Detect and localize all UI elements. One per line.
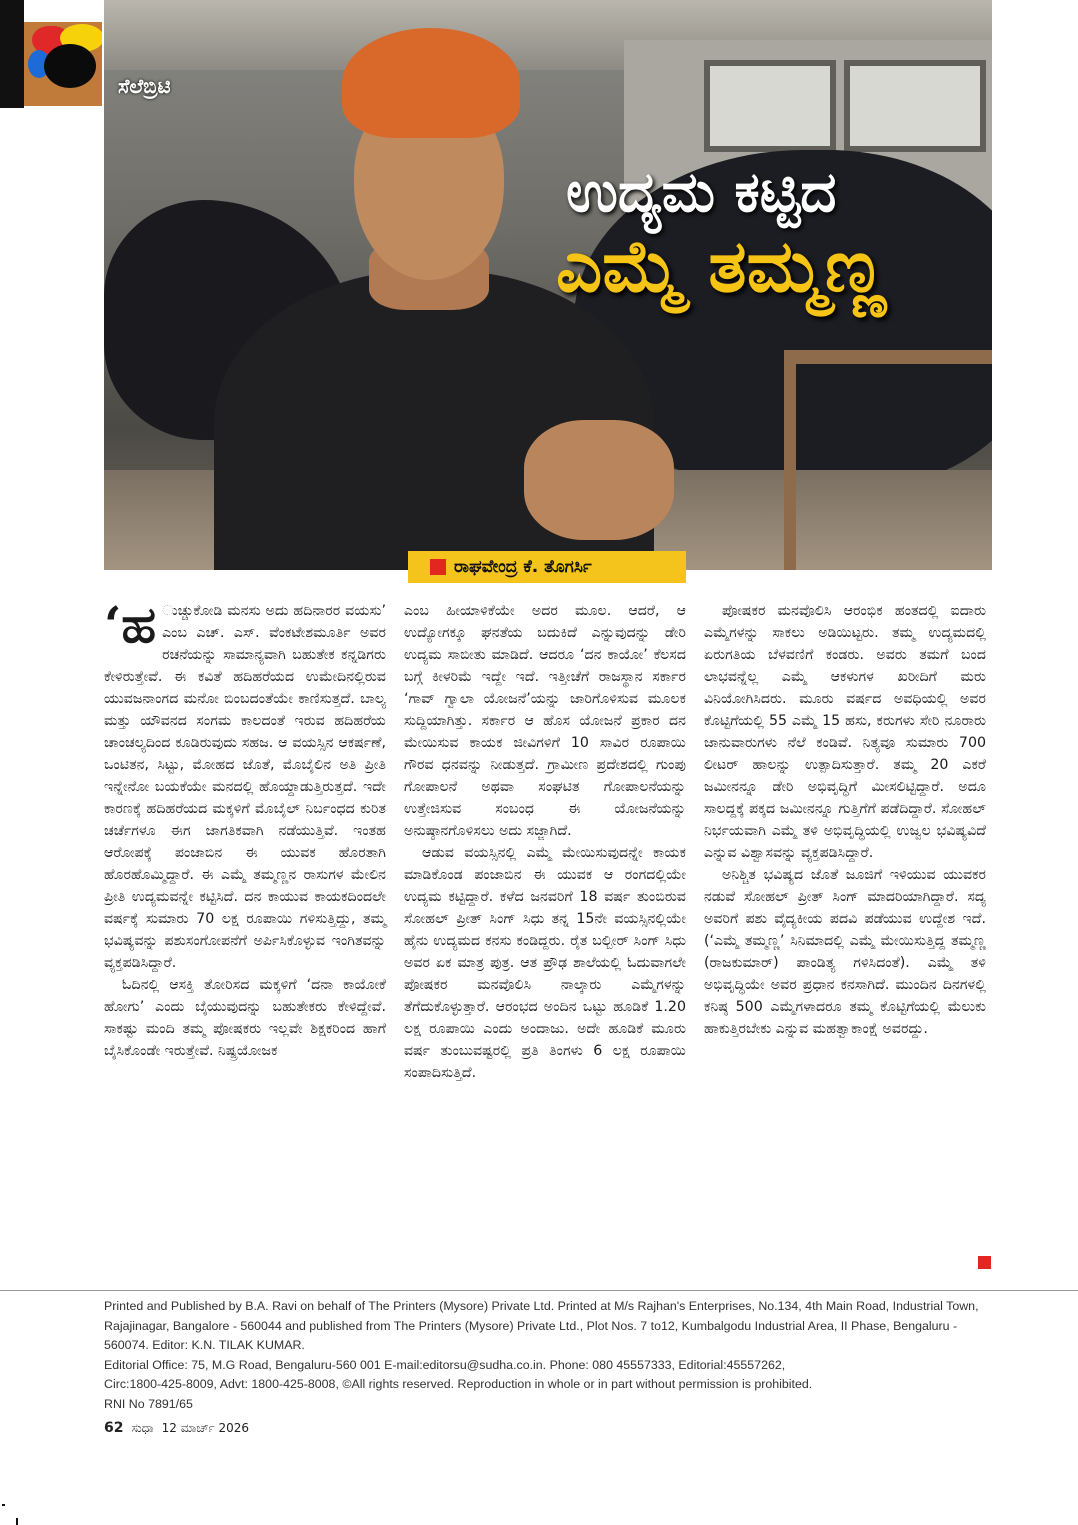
- article-paragraph: ‘ಹ ುಚ್ಚುಕೋಡಿ ಮನಸು ಅದು ಹದಿನಾರರ ವಯಸು’ ಎಂಬ ಎಚ್. ಎಸ್. ವೆಂಕಟೇಶಮೂರ್ತಿ ಅವರ ರಚನೆಯನ್ನು ಸಾಮಾನ್ಯವಾಗಿ ಬಹುತೇಕ ಕನ್ನಡಿಗರು ಕೇಳಿರುತ್ತೇವೆ. ಈ ಕವಿತೆ ಹದಿಹರೆಯದ ಉಮೇದಿನಲ್ಲಿರುವ ಯುವಜನಾಂಗದ ಮನೋ ಬಿಂಬದಂತೆಯೇ ಕಾಣಿಸುತ್ತದೆ. ಬಾಲ್ಯ ಮತ್ತು ಯೌವನದ ಸಂಗಮ ಕಾಲದಂತೆ ಇರುವ ಹದಿಹರೆಯ ಚಾಂಚಲ್ಯದಿಂದ ಕೂಡಿರುವುದು ಸಹಜ. ಆ ವಯಸ್ಸಿನ ಆಕರ್ಷಣೆ, ಒಂಟಿತನ, ಸಿಟ್ಟು, ಮೋಹದ ಜೊತೆ, ಮೊಬೈಲಿನ ಅತಿ ಪ್ರೀತಿ ಇನ್ನೇನೋ ಬಯಕೆಯೇ ಮನದಲ್ಲಿ ಹೊಯ್ದಾಡುತ್ತಿರುತ್ತದೆ. ಇದೇ ಕಾರಣಕ್ಕೆ ಹದಿಹರೆಯದ ಮಕ್ಕಳಿಗೆ ಮೊಬೈಲ್ ನಿರ್ಬಂಧದ ಕುರಿತ ಚರ್ಚೆಗಳೂ ಈಗ ಜಾಗತಿಕವಾಗಿ ನಡೆಯುತ್ತಿವೆ. ಇಂತಹ ಆರೋಪಕ್ಕೆ ಪಂಜಾಬಿನ ಈ ಯುವಕ ಹೊರತಾಗಿ ಹೊರಹೊಮ್ಮಿದ್ದಾರೆ. ಈ ಎಮ್ಮೆ ತಮ್ಮಣ್ಣನ ರಾಸುಗಳ ಮೇಲಿನ ಪ್ರೀತಿ ಉದ್ಯಮವನ್ನೇ ಕಟ್ಟಿಸಿದೆ. ದನ ಕಾಯುವ ಕಾಯಕದಿಂದಲೇ ವರ್ಷಕ್ಕೆ ಸುಮಾರು 70 ಲಕ್ಷ ರೂಪಾಯಿ ಗಳಿಸುತ್ತಿದ್ದು, ತಮ್ಮ ಭವಿಷ್ಯವನ್ನು ಪಶುಸಂಗೋಪನೆಗೆ ಅರ್ಪಿಸಿಕೊಳ್ಳುವ ಇಂಗಿತವನ್ನು ವ್ಯಕ್ತಪಡಿಸಿದ್ದಾರೆ.: [104, 595, 386, 971]
- imprint-line: Printed and Published by B.A. Ravi on behalf of The Printers (Mysore) Private Ltd. Printed at M/s Rajhan's Enterprises, No.134, 4th Main Road, Industrial Town, Rajajinagar, Bangalore - 560044 and published from The Printers (Mysore) Private Ltd., Plot Nos. 7 to12, Kumbalgodu Industrial Area, II Phase, Bengaluru - 560074. Editor: K.N. TILAK KUMAR.: [104, 1299, 979, 1352]
- issue-date: 12 ಮಾರ್ಚ್ 2026: [161, 1421, 250, 1435]
- article-column-3: [704, 600, 986, 1040]
- article-paragraph: ಓದಿನಲ್ಲಿ ಆಸಕ್ತಿ ತೋರಿಸದ ಮಕ್ಕಳಿಗೆ ‘ದನಾ ಕಾಯೋಕೆ ಹೋಗು’ ಎಂದು ಬೈಯುವುದನ್ನು ಬಹುತೇಕರು ಕೇಳಿದ್ದೇವೆ. ಸಾಕಷ್ಟು ಮಂದಿ ತಮ್ಮ ಪೋಷಕರು ಇಲ್ಲವೇ ಶಿಕ್ಷಕರಿಂದ ಹಾಗೆ ಬೈಸಿಕೊಂಡೇ ಇರುತ್ತೇವೆ. ನಿಷ್ಪ್ರಯೋಜಕ: [104, 977, 386, 1059]
- imprint: [104, 1297, 992, 1414]
- crop-mark: [2, 1504, 5, 1506]
- article-paragraph: ಅನಿಶ್ಚಿತ ಭವಿಷ್ಯದ ಜೊತೆ ಜೂಜಿಗೆ ಇಳಿಯುವ ಯುವಕರ ನಡುವೆ ಸೋಹಲ್ ಪ್ರೀತ್ ಸಿಂಗ್ ಮಾದರಿಯಾಗಿದ್ದಾರೆ. ಸದ್ಯ ಅವರಿಗೆ ಪಶು ವೈದ್ಯಕೀಯ ಪದವಿ ಪಡೆಯುವ ಉದ್ದೇಶ ಇದೆ. (‘ಎಮ್ಮೆ ತಮ್ಮಣ್ಣ’ ಸಿನಿಮಾದಲ್ಲಿ ಎಮ್ಮೆ ಮೇಯಿಸುತ್ತಿದ್ದ ತಮ್ಮಣ್ಣ (ರಾಜಕುಮಾರ್) ಪಾಂಡಿತ್ಯ ಗಳಿಸಿದಂತೆ). ಎಮ್ಮೆ ತಳಿ ಅಭಿವೃದ್ಧಿಯೇ ಅವರ ಪ್ರಧಾನ ಕನಸಾಗಿದೆ. ಮುಂದಿನ ದಿನಗಳಲ್ಲಿ ಕನಿಷ್ಠ 500 ಎಮ್ಮೆಗಳಾದರೂ ತಮ್ಮ ಕೊಟ್ಟಿಗೆಯಲ್ಲಿ ಮೆಲುಕು ಹಾಕುತ್ತಿರಬೇಕು ಎನ್ನುವ ಮಹತ್ವಾಕಾಂಕ್ಷೆ ಅವರದ್ದು.: [704, 867, 986, 1037]
- end-of-article-icon: [978, 1256, 991, 1269]
- article-column-1: [104, 595, 386, 1062]
- logo-mark-icon: [24, 22, 102, 106]
- imprint-line: RNI No 7891/65: [104, 1396, 193, 1411]
- page-folio: [104, 1420, 249, 1436]
- headline-line1: ಉದ್ಯಮ ಕಟ್ಟಿದ: [566, 160, 837, 225]
- page-number: 62: [104, 1420, 124, 1436]
- logo-black-bar: [0, 0, 24, 108]
- article-column-2: [404, 600, 686, 1084]
- article-paragraph: ಪೋಷಕರ ಮನವೊಲಿಸಿ ಆರಂಭಿಕ ಹಂತದಲ್ಲಿ ಐದಾರು ಎಮ್ಮೆಗಳನ್ನು ಸಾಕಲು ಅಡಿಯಿಟ್ಟರು. ತಮ್ಮ ಉದ್ಯಮದಲ್ಲಿ ಏರುಗತಿಯ ಬೆಳವಣಿಗೆ ಕಂಡರು. ಅವರು ತಮಗೆ ಬಂದ ಲಾಭವನ್ನೆಲ್ಲ ಎಮ್ಮೆ ಆಕಳುಗಳ ಖರೀದಿಗೆ ಮರು ವಿನಿಯೋಗಿಸಿದರು. ಮೂರು ವರ್ಷದ ಅವಧಿಯಲ್ಲಿ ಅವರ ಕೊಟ್ಟಿಗೆಯಲ್ಲಿ 55 ಎಮ್ಮೆ 15 ಹಸು, ಕರುಗಳು ಸೇರಿ ನೂರಾರು ಜಾನುವಾರುಗಳು ನೆಲೆ ಕಂಡಿವೆ. ನಿತ್ಯವೂ ಸುಮಾರು 700 ಲೀಟರ್ ಹಾಲನ್ನು ಉತ್ಪಾದಿಸುತ್ತಾರೆ. ತಮ್ಮ 20 ಎಕರೆ ಜಮೀನನ್ನೂ ಡೇರಿ ಅಭಿವೃದ್ಧಿಗೆ ಮೀಸಲಿಟ್ಟಿದ್ದಾರೆ. ಅದೂ ಸಾಲದ್ದಕ್ಕೆ ಪಕ್ಕದ ಜಮೀನನ್ನೂ ಗುತ್ತಿಗೆಗೆ ಪಡೆದಿದ್ದಾರೆ. ಸೋಹಲ್ ನಿರ್ಭಯವಾಗಿ ಎಮ್ಮೆ ತಳಿ ಅಭಿವೃದ್ಧಿಯಲ್ಲಿ ಉಜ್ವಲ ಭವಿಷ್ಯವಿದೆ ಎನ್ನುವ ವಿಶ್ವಾಸವನ್ನು ವ್ಯಕ್ತಪಡಿಸಿದ್ದಾರೆ.: [704, 603, 986, 861]
- byline-square-icon: [430, 559, 446, 575]
- byline-author: ರಾಘವೇಂದ್ರ ಕೆ. ತೊಗರ್ಸಿ: [454, 557, 592, 577]
- magazine-logo: [0, 0, 104, 108]
- magazine-name: ಸುಧಾ: [131, 1421, 154, 1435]
- imprint-line: Editorial Office: 75, M.G Road, Bengaluru-560 001 E-mail:editorsu@sudha.co.in. Phone: 080 45557333, Editorial:45557262,: [104, 1357, 786, 1372]
- headline-line2: ಎಮ್ಮೆ ತಮ್ಮಣ್ಣ: [556, 224, 887, 308]
- footer-divider: [0, 1290, 1078, 1291]
- article-paragraph: ಆಡುವ ವಯಸ್ಸಿನಲ್ಲಿ ಎಮ್ಮೆ ಮೇಯಿಸುವುದನ್ನೇ ಕಾಯಕ ಮಾಡಿಕೊಂಡ ಪಂಜಾಬಿನ ಈ ಯುವಕ ಆ ರಂಗದಲ್ಲಿಯೇ ಉದ್ಯಮ ಕಟ್ಟಿದ್ದಾರೆ. ಕಳೆದ ಜನವರಿಗೆ 18 ವರ್ಷ ತುಂಬಿರುವ ಸೋಹಲ್ ಪ್ರೀತ್ ಸಿಂಗ್ ಸಿಧು ತನ್ನ 15ನೇ ವಯಸ್ಸಿನಲ್ಲಿಯೇ ಹೈನು ಉದ್ಯಮದ ಕನಸು ಕಂಡಿದ್ದರು. ರೈತ ಬಲ್ಬೀರ್ ಸಿಂಗ್ ಸಿಧು ಅವರ ಏಕ ಮಾತ್ರ ಪುತ್ರ. ಆತ ಪ್ರೌಢ ಶಾಲೆಯಲ್ಲಿ ಓದುವಾಗಲೇ ಪೋಷಕರ ಮನವೊಲಿಸಿ ನಾಲ್ಕಾರು ಎಮ್ಮೆಗಳನ್ನು ತೆಗೆದುಕೊಳ್ಳುತ್ತಾರೆ. ಆರಂಭದ ಅಂದಿನ ಒಟ್ಟು ಹೂಡಿಕೆ 1.20 ಲಕ್ಷ ರೂಪಾಯಿ ಎಂದು ಅಂದಾಜು. ಅದೇ ಹೂಡಿಕೆ ಮೂರು ವರ್ಷ ತುಂಬುವಷ್ಟರಲ್ಲಿ ಪ್ರತಿ ತಿಂಗಳು 6 ಲಕ್ಷ ರೂಪಾಯಿ ಸಂಪಾದಿಸುತ್ತಿದೆ.: [404, 845, 686, 1081]
- crop-mark: [16, 1518, 18, 1525]
- imprint-line: Circ:1800-425-8009, Advt: 1800-425-8008, ©All rights reserved. Reproduction in whole or in part without permission is prohibited.: [104, 1377, 813, 1391]
- dropcap: ‘ಹ: [104, 595, 157, 654]
- section-label: ಸೆಲೆಬ್ರಿಟಿ: [118, 74, 171, 98]
- byline: [408, 551, 686, 583]
- article-paragraph: ಎಂಬ ಹೀಯಾಳಿಕೆಯೇ ಅದರ ಮೂಲ. ಆದರೆ, ಆ ಉದ್ಯೋಗಕ್ಕೂ ಘನತೆಯ ಬದುಕಿದೆ ಎನ್ನುವುದನ್ನು ಡೇರಿ ಉದ್ಯಮ ಸಾಬೀತು ಮಾಡಿದೆ. ಆದರೂ ‘ದನ ಕಾಯೋ’ ಕೆಲಸದ ಬಗ್ಗೆ ಕೀಳರಿಮೆ ಇದ್ದೇ ಇದೆ. ಇತ್ತೀಚೆಗೆ ರಾಜಸ್ಥಾನ ಸರ್ಕಾರ ‘ಗಾವ್ ಗ್ವಾಲಾ ಯೋಜನೆ’ಯನ್ನು ಜಾರಿಗೊಳಿಸುವ ಮೂಲಕ ಸುದ್ದಿಯಾಗಿತ್ತು. ಸರ್ಕಾರ ಆ ಹೊಸ ಯೋಜನೆ ಪ್ರಕಾರ ದನ ಮೇಯಿಸುವ ಕಾಯಕ ಜೀವಿಗಳಿಗೆ 10 ಸಾವಿರ ರೂಪಾಯಿ ಗೌರವ ಧನವನ್ನು ನೀಡುತ್ತದೆ. ಗ್ರಾಮೀಣ ಪ್ರದೇಶದಲ್ಲಿ ಗುಂಪು ಗೋಪಾಲನೆ ಅಥವಾ ಸಂಘಟಿತ ಗೋಪಾಲನೆಯನ್ನು ಉತ್ತೇಜಿಸುವ ಸಂಬಂಧ ಈ ಯೋಜನೆಯನ್ನು ಅನುಷ್ಠಾನಗೊಳಿಸಲು ಅದು ಸಜ್ಜಾಗಿದೆ.: [404, 603, 686, 839]
